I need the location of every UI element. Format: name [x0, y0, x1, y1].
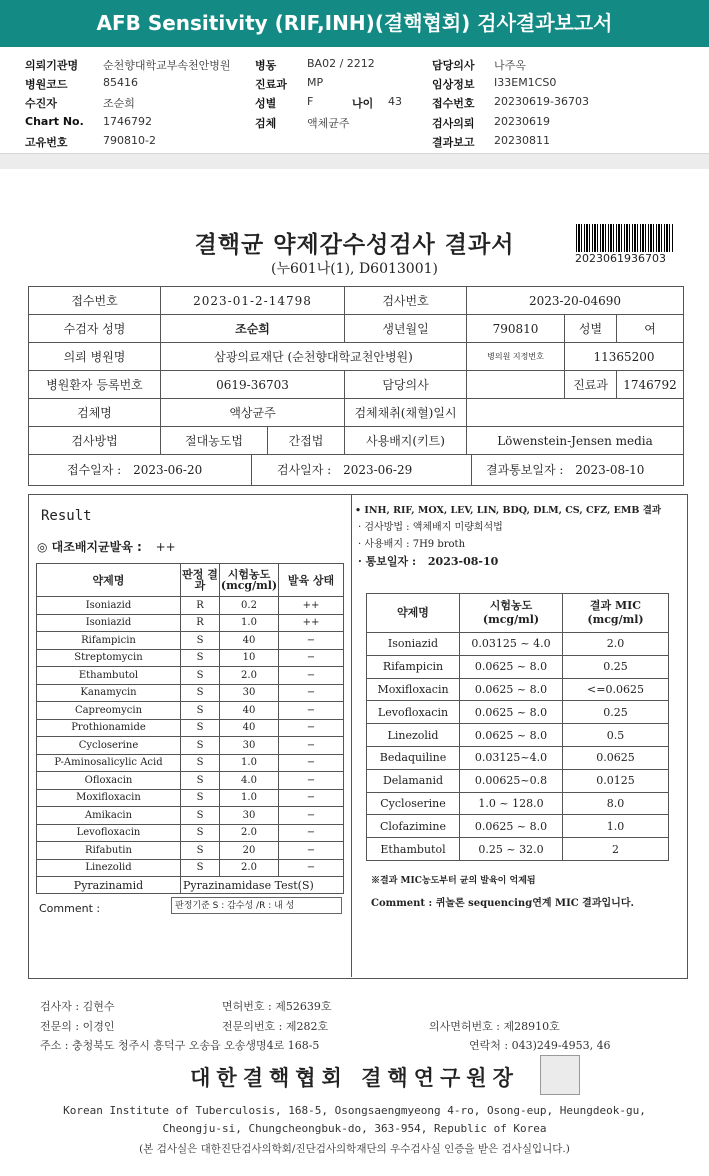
growth: − — [279, 632, 344, 650]
drug-name: Rifampicin — [367, 655, 460, 678]
label: 결과통보일자 : — [486, 463, 564, 477]
drug-name: Levofloxacin — [367, 701, 460, 724]
table-row — [37, 649, 344, 667]
barcode-image — [576, 224, 674, 252]
col-header: 약제명 — [367, 594, 460, 633]
info-label: 진료과 — [255, 78, 287, 91]
english-address-2: Cheongju-si, Chungcheongbuk-do, 363-954, Republic of Korea — [162, 1122, 547, 1135]
growth: − — [279, 684, 344, 702]
official-seal — [540, 1055, 580, 1095]
drug-name: Moxifloxacin — [37, 789, 181, 807]
col-header: 시험농도 (mcg/ml) — [460, 594, 563, 633]
table-label: 검체채취(채혈)일시 — [345, 399, 467, 427]
english-address-1: Korean Institute of Tuberculosis, 168-5, Osongsaengmyeong 4-ro, Osong-eup, Heungdeok-gu, — [63, 1104, 646, 1117]
method-value: 절대농도법 — [161, 427, 268, 455]
table-label: 생년월일 — [345, 315, 467, 343]
drug-name: Isoniazid — [37, 597, 181, 615]
judgment: S — [181, 719, 220, 737]
concentration: 40 — [220, 702, 279, 720]
drug-name: Cycloserine — [37, 737, 181, 755]
table-row — [367, 746, 669, 769]
growth: − — [279, 789, 344, 807]
value: 2023-08-10 — [575, 463, 645, 477]
info-label: 임상정보 — [432, 78, 475, 91]
table-label: 검체명 — [29, 399, 161, 427]
mic-info — [355, 502, 661, 570]
notify-date — [471, 455, 681, 485]
growth: − — [279, 702, 344, 720]
table-row — [37, 702, 344, 720]
table-row — [37, 859, 344, 877]
contact: 연락처 : 043)249-4953, 46 — [469, 1039, 611, 1052]
col-header: 발육 상태 — [279, 564, 344, 597]
result-title: Result — [41, 508, 92, 524]
collection-date — [467, 399, 684, 427]
drug-name: Ofloxacin — [37, 772, 181, 790]
panel-divider — [351, 494, 352, 977]
concentration: 1.0 — [220, 754, 279, 772]
drug-name: Isoniazid — [367, 633, 460, 656]
birth-date: 790810 — [467, 315, 565, 343]
table-label: 진료과 — [565, 371, 617, 399]
value: 2023-06-20 — [133, 463, 203, 477]
mic-rows — [367, 633, 669, 861]
info-value: MP — [307, 76, 324, 89]
judgment: S — [181, 807, 220, 825]
table-label: 사용배지(키트) — [345, 427, 467, 455]
growth: − — [279, 859, 344, 877]
info-label: 결과보고 — [432, 136, 475, 149]
concentration: 2.0 — [220, 824, 279, 842]
sex-value: 여 — [617, 315, 684, 343]
test-range: 0.03125~4.0 — [460, 746, 563, 769]
mic-header-line: • INH, RIF, MOX, LEV, LIN, BDQ, DLM, CS, CFZ, EMB 결과 — [355, 505, 662, 516]
control-label: ◎ 대조배지균발육 : — [37, 540, 142, 554]
growth: − — [279, 667, 344, 685]
drug-name: Levofloxacin — [37, 824, 181, 842]
test-range: 0.00625~0.8 — [460, 769, 563, 792]
col-header: 결과 MIC (mcg/ml) — [563, 594, 669, 633]
hospital-name: 삼광의료재단 (순천향대학교천안병원) — [161, 343, 467, 371]
mic-method: · 검사방법 : 액체배지 미량희석법 — [358, 522, 503, 533]
table-row — [37, 597, 344, 615]
info-value: 20230619 — [494, 115, 550, 128]
specimen-info-table — [28, 286, 684, 486]
info-value: 나주옥 — [494, 59, 526, 72]
info-label: 의뢰기관명 — [25, 59, 79, 72]
info-value: 43 — [388, 95, 402, 108]
table-label: 성별 — [565, 315, 617, 343]
license-number: 면허번호 : 제52639호 — [222, 1000, 332, 1013]
judgment: S — [181, 667, 220, 685]
test-number: 2023-20-04690 — [467, 287, 684, 315]
concentration: 2.0 — [220, 667, 279, 685]
test-range: 0.25 ~ 32.0 — [460, 838, 563, 861]
test-range: 0.03125 ~ 4.0 — [460, 633, 563, 656]
info-value: 1746792 — [103, 115, 152, 128]
drug-name: Bedaquiline — [367, 746, 460, 769]
barcode-number: 2023061936703 — [575, 252, 666, 265]
info-label: 담당의사 — [432, 59, 475, 72]
judgment: S — [181, 772, 220, 790]
info-value: F — [307, 95, 314, 108]
table-row — [367, 724, 669, 747]
table-row — [37, 807, 344, 825]
drug-name: Isoniazid — [37, 614, 181, 632]
issuer-name: 대한결핵협회 결핵연구원장 — [190, 1065, 519, 1090]
specimen-name: 액상균주 — [161, 399, 345, 427]
certification-note: (본 검사실은 대한진단검사의학회/진단검사의학재단의 우수검사실 인증을 받은 검사실입니다.) — [139, 1143, 570, 1155]
info-label: 수진자 — [25, 97, 57, 110]
table-row — [37, 789, 344, 807]
judgment: S — [181, 702, 220, 720]
judgment: R — [181, 614, 220, 632]
judgment-criteria: 판정기준 S : 감수성 /R : 내 성 — [171, 897, 342, 914]
judgment: S — [181, 859, 220, 877]
mic-notify-label: · 통보일자 : — [358, 555, 417, 568]
designated-number: 11365200 — [565, 343, 684, 371]
judgment: S — [181, 824, 220, 842]
concentration: 30 — [220, 684, 279, 702]
growth: − — [279, 737, 344, 755]
test-range: 0.0625 ~ 8.0 — [460, 655, 563, 678]
report-title: AFB Sensitivity (RIF,INH)(결핵협회) 검사결과보고서 — [0, 0, 709, 47]
label: 접수일자 : — [67, 463, 122, 477]
tester: 검사자 : 김현수 — [40, 1000, 115, 1013]
drug-name: Rifampicin — [37, 632, 181, 650]
mic-result: 0.0625 — [563, 746, 669, 769]
drug-name: Streptomycin — [37, 649, 181, 667]
info-label: 접수번호 — [432, 97, 475, 110]
table-row — [37, 737, 344, 755]
mic-result: 0.25 — [563, 701, 669, 724]
test-range: 0.0625 ~ 8.0 — [460, 815, 563, 838]
mic-comment: Comment : 퀴놀론 sequencing연계 MIC 결과입니다. — [371, 898, 634, 909]
mic-notify-date: 2023-08-10 — [427, 555, 499, 568]
info-label: 검체 — [255, 117, 277, 130]
table-label: 병의원 지정번호 — [467, 343, 565, 371]
col-header: 판정 결과 — [181, 564, 220, 597]
receipt-number: 2023-01-2-14798 — [161, 287, 345, 315]
drug-name: Ethambutol — [367, 838, 460, 861]
info-label: 검사의뢰 — [432, 117, 475, 130]
info-value: 85416 — [103, 76, 138, 89]
table-row — [37, 842, 344, 860]
table-label: 의뢰 병원명 — [29, 343, 161, 371]
info-label: Chart No. — [25, 115, 84, 128]
specialist-number: 전문의번호 : 제282호 — [222, 1020, 329, 1033]
table-label: 검사방법 — [29, 427, 161, 455]
concentration: 40 — [220, 719, 279, 737]
table-label: 검사번호 — [345, 287, 467, 315]
growth: − — [279, 649, 344, 667]
table-row — [37, 632, 344, 650]
concentration: 20 — [220, 842, 279, 860]
control-value: ++ — [155, 540, 176, 554]
patient-info-block — [0, 52, 709, 152]
doctor-value — [467, 371, 565, 399]
table-row — [37, 667, 344, 685]
table-row — [367, 633, 669, 656]
drug-name: Linezolid — [367, 724, 460, 747]
document-subtitle: (누601나(1), D6013001) — [270, 261, 438, 277]
drug-name: Delamanid — [367, 769, 460, 792]
concentration: 0.2 — [220, 597, 279, 615]
info-value: I33EM1CS0 — [494, 76, 557, 89]
table-row — [37, 824, 344, 842]
mic-notify — [355, 553, 661, 570]
judgment: S — [181, 754, 220, 772]
divider-band — [0, 153, 709, 169]
growth: − — [279, 772, 344, 790]
method-value: 간접법 — [268, 427, 345, 455]
drug-name: P-Aminosalicylic Acid — [37, 754, 181, 772]
drug-name: Capreomycin — [37, 702, 181, 720]
growth: − — [279, 719, 344, 737]
mic-medium: · 사용배지 : 7H9 broth — [358, 539, 466, 550]
drug-name: Rifabutin — [37, 842, 181, 860]
judgment: R — [181, 597, 220, 615]
table-label: 수검자 성명 — [29, 315, 161, 343]
judgment: S — [181, 789, 220, 807]
growth: ++ — [279, 597, 344, 615]
table-row — [367, 769, 669, 792]
table-label: 병원환자 등록번호 — [29, 371, 161, 399]
doctor-license: 의사면허번호 : 제28910호 — [429, 1020, 560, 1033]
info-value: 액체균주 — [307, 117, 350, 130]
control-growth — [37, 538, 176, 555]
table-row — [367, 792, 669, 815]
table-row — [37, 684, 344, 702]
document-title: 결핵균 약제감수성검사 결과서 — [194, 231, 515, 258]
growth: − — [279, 754, 344, 772]
mic-result: 2.0 — [563, 633, 669, 656]
table-row — [37, 772, 344, 790]
concentration: 10 — [220, 649, 279, 667]
table-row — [37, 719, 344, 737]
info-value: 조순희 — [103, 97, 135, 110]
table-row — [37, 754, 344, 772]
concentration: 2.0 — [220, 859, 279, 877]
pyrazinamid-label: Pyrazinamid — [37, 877, 181, 894]
pyrazinamid-test: Pyrazinamidase Test(S) — [181, 877, 344, 894]
comment-label: Comment : — [39, 902, 101, 915]
table-label: 담당의사 — [345, 371, 467, 399]
table-row — [37, 614, 344, 632]
date-row — [29, 455, 684, 486]
judgment: S — [181, 684, 220, 702]
info-value: 20230811 — [494, 134, 550, 147]
absolute-concentration-table — [36, 563, 344, 894]
mic-result: 2 — [563, 838, 669, 861]
test-range: 0.0625 ~ 8.0 — [460, 701, 563, 724]
info-label: 병동 — [255, 59, 277, 72]
info-value: 790810-2 — [103, 134, 156, 147]
mic-result: <=0.0625 — [563, 678, 669, 701]
info-label: 성별 — [255, 97, 277, 110]
info-label: 나이 — [352, 97, 374, 110]
concentration: 40 — [220, 632, 279, 650]
drug-name: Moxifloxacin — [367, 678, 460, 701]
growth: − — [279, 824, 344, 842]
drug-name: Prothionamide — [37, 719, 181, 737]
drug-rows — [37, 597, 344, 877]
patient-name: 조순희 — [161, 315, 345, 343]
concentration: 30 — [220, 737, 279, 755]
registration-number: 0619-36703 — [161, 371, 345, 399]
mic-result: 8.0 — [563, 792, 669, 815]
medium-value: Löwenstein-Jensen media — [467, 427, 684, 455]
test-date — [251, 455, 471, 485]
info-value: 순천향대학교부속천안병원 — [103, 59, 231, 72]
drug-name: Kanamycin — [37, 684, 181, 702]
table-row — [367, 815, 669, 838]
table-row — [367, 838, 669, 861]
receipt-date — [29, 461, 251, 478]
drug-name: Ethambutol — [37, 667, 181, 685]
info-label: 고유번호 — [25, 136, 68, 149]
drug-name: Cycloserine — [367, 792, 460, 815]
mic-table — [366, 593, 669, 861]
table-row — [367, 701, 669, 724]
mic-result: 0.25 — [563, 655, 669, 678]
table-row — [367, 655, 669, 678]
label: 검사일자 : — [277, 463, 332, 477]
concentration: 30 — [220, 807, 279, 825]
drug-name: Clofazimine — [367, 815, 460, 838]
info-label: 병원코드 — [25, 78, 68, 91]
growth: − — [279, 842, 344, 860]
growth: − — [279, 807, 344, 825]
mic-result: 0.5 — [563, 724, 669, 747]
mic-note: ※결과 MIC농도부터 균의 발육이 억제됨 — [371, 876, 536, 886]
drug-name: Linezolid — [37, 859, 181, 877]
judgment: S — [181, 842, 220, 860]
test-range: 0.0625 ~ 8.0 — [460, 724, 563, 747]
growth: ++ — [279, 614, 344, 632]
info-value: BA02 / 2212 — [307, 57, 375, 70]
table-label: 접수번호 — [29, 287, 161, 315]
address: 주소 : 충청북도 청주시 흥덕구 오송읍 오송생명4로 168-5 — [40, 1039, 320, 1052]
concentration: 4.0 — [220, 772, 279, 790]
table-row — [367, 678, 669, 701]
col-header: 시험농도 (mcg/ml) — [220, 564, 279, 597]
mic-result: 1.0 — [563, 815, 669, 838]
judgment: S — [181, 737, 220, 755]
concentration: 1.0 — [220, 789, 279, 807]
col-header: 약제명 — [37, 564, 181, 597]
test-range: 0.0625 ~ 8.0 — [460, 678, 563, 701]
value: 2023-06-29 — [343, 463, 413, 477]
specialist: 전문의 : 이경인 — [40, 1020, 115, 1033]
concentration: 1.0 — [220, 614, 279, 632]
judgment: S — [181, 632, 220, 650]
info-value: 20230619-36703 — [494, 95, 589, 108]
drug-name: Amikacin — [37, 807, 181, 825]
judgment: S — [181, 649, 220, 667]
department-value: 1746792 — [617, 371, 684, 399]
test-range: 1.0 ~ 128.0 — [460, 792, 563, 815]
mic-result: 0.0125 — [563, 769, 669, 792]
